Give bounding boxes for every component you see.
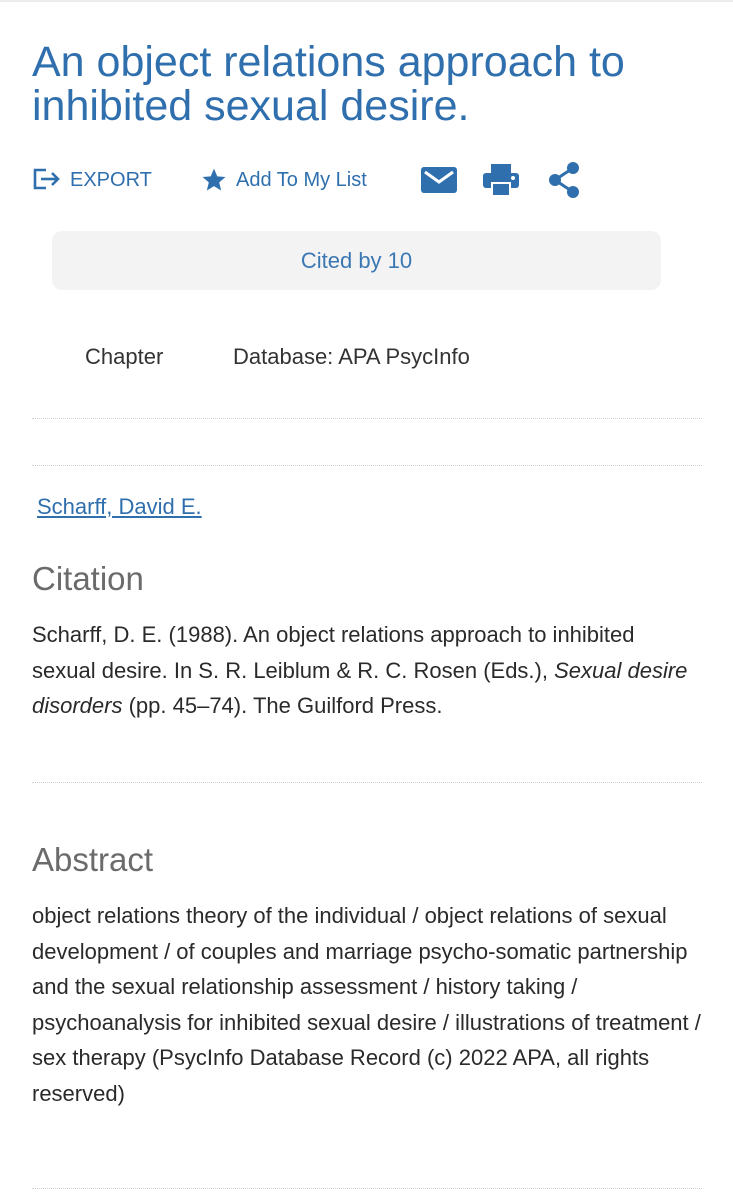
record-title: An object relations approach to inhibited sexual desire. — [32, 38, 625, 130]
export-button[interactable] — [32, 158, 152, 202]
abstract-heading: Abstract — [32, 841, 154, 878]
export-label: EXPORT — [70, 168, 152, 191]
print-button[interactable] — [482, 158, 520, 202]
record-database: Database: APA PsycInfo — [233, 344, 470, 369]
cited-by-label: Cited by 10 — [300, 247, 413, 273]
printer-icon — [482, 163, 520, 197]
divider — [32, 418, 702, 419]
citation-book-title: Sexual desire disorders — [32, 657, 688, 718]
citation-text-part1: Scharff, D. E. (1988). An object relations approach to inhibited sexual desire. In S. R. Leiblum & R. C. Rosen (Eds.), — [32, 622, 635, 683]
citation-text — [32, 617, 702, 724]
cited-by-button[interactable] — [52, 231, 661, 290]
divider — [32, 465, 702, 466]
export-icon — [32, 167, 62, 193]
email-button[interactable] — [420, 158, 458, 202]
add-to-my-list-label: Add To My List — [236, 168, 367, 191]
record-meta — [85, 344, 470, 370]
author-link[interactable]: Scharff, David E. — [37, 494, 202, 519]
abstract-text: object relations theory of the individual / object relations of sexual development / of couples and marriage psycho-somatic partnership and the sexual relationship assessment / history taking / psychoanalysis for inhibited sexual desire / illustrations of treatment / sex therapy (PsycInfo Database Record (c) 2022 APA, all rights reserved) — [32, 903, 701, 1106]
top-divider — [0, 0, 733, 2]
share-button[interactable] — [546, 158, 582, 202]
share-icon — [546, 161, 582, 199]
mail-icon — [420, 165, 458, 195]
record-type: Chapter — [85, 344, 164, 369]
star-icon — [200, 167, 228, 193]
citation-heading: Citation — [32, 560, 144, 597]
citation-text-part2: (pp. 45–74). The Guilford Press. — [122, 693, 443, 718]
add-to-my-list-button[interactable] — [200, 158, 367, 202]
record-toolbar — [32, 158, 712, 202]
divider — [32, 1188, 702, 1189]
divider — [32, 782, 702, 783]
